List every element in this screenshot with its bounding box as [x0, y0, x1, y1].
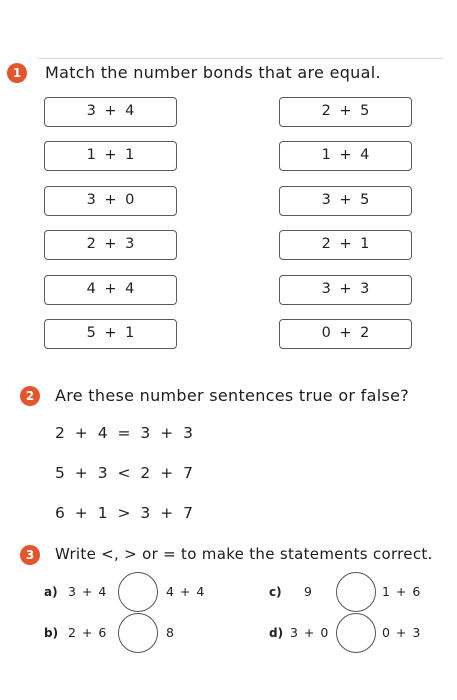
- part-a-right: 4 + 4: [166, 584, 205, 599]
- part-d-right: 0 + 3: [382, 625, 421, 640]
- part-c-label: c): [269, 585, 282, 599]
- question-2-badge: 2: [20, 386, 40, 406]
- part-b-label: b): [44, 626, 59, 640]
- right-bond-4[interactable]: 2 + 1: [279, 230, 412, 260]
- left-bond-6[interactable]: 5 + 1: [44, 319, 177, 349]
- right-bond-5[interactable]: 3 + 3: [279, 275, 412, 305]
- part-c-right: 1 + 6: [382, 584, 421, 599]
- number-sentence-3: 6 + 1 > 3 + 7: [55, 504, 193, 522]
- left-bond-2[interactable]: 1 + 1: [44, 141, 177, 171]
- question-1-badge: 1: [7, 63, 27, 83]
- left-bond-4[interactable]: 2 + 3: [44, 230, 177, 260]
- part-b-left: 2 + 6: [68, 625, 107, 640]
- part-b-answer-circle[interactable]: [118, 613, 158, 653]
- question-1-title: Match the number bonds that are equal.: [45, 63, 381, 82]
- part-a-label: a): [44, 585, 58, 599]
- part-d-answer-circle[interactable]: [336, 613, 376, 653]
- part-c-answer-circle[interactable]: [336, 572, 376, 612]
- left-bond-3[interactable]: 3 + 0: [44, 186, 177, 216]
- part-c-left: 9: [304, 584, 312, 599]
- question-3-title: Write <, > or = to make the statements correct.: [55, 545, 433, 563]
- right-bond-3[interactable]: 3 + 5: [279, 186, 412, 216]
- number-sentence-2: 5 + 3 < 2 + 7: [55, 464, 193, 482]
- question-3-badge: 3: [20, 545, 40, 565]
- right-bond-2[interactable]: 1 + 4: [279, 141, 412, 171]
- part-d-left: 3 + 0: [290, 625, 329, 640]
- part-a-answer-circle[interactable]: [118, 572, 158, 612]
- part-d-label: d): [269, 626, 284, 640]
- right-bond-1[interactable]: 2 + 5: [279, 97, 412, 127]
- left-bond-1[interactable]: 3 + 4: [44, 97, 177, 127]
- right-bond-6[interactable]: 0 + 2: [279, 319, 412, 349]
- part-a-left: 3 + 4: [68, 584, 107, 599]
- number-sentence-1: 2 + 4 = 3 + 3: [55, 424, 193, 442]
- top-divider: [38, 58, 443, 59]
- question-2-title: Are these number sentences true or false?: [55, 386, 410, 405]
- part-b-right: 8: [166, 625, 174, 640]
- left-bond-5[interactable]: 4 + 4: [44, 275, 177, 305]
